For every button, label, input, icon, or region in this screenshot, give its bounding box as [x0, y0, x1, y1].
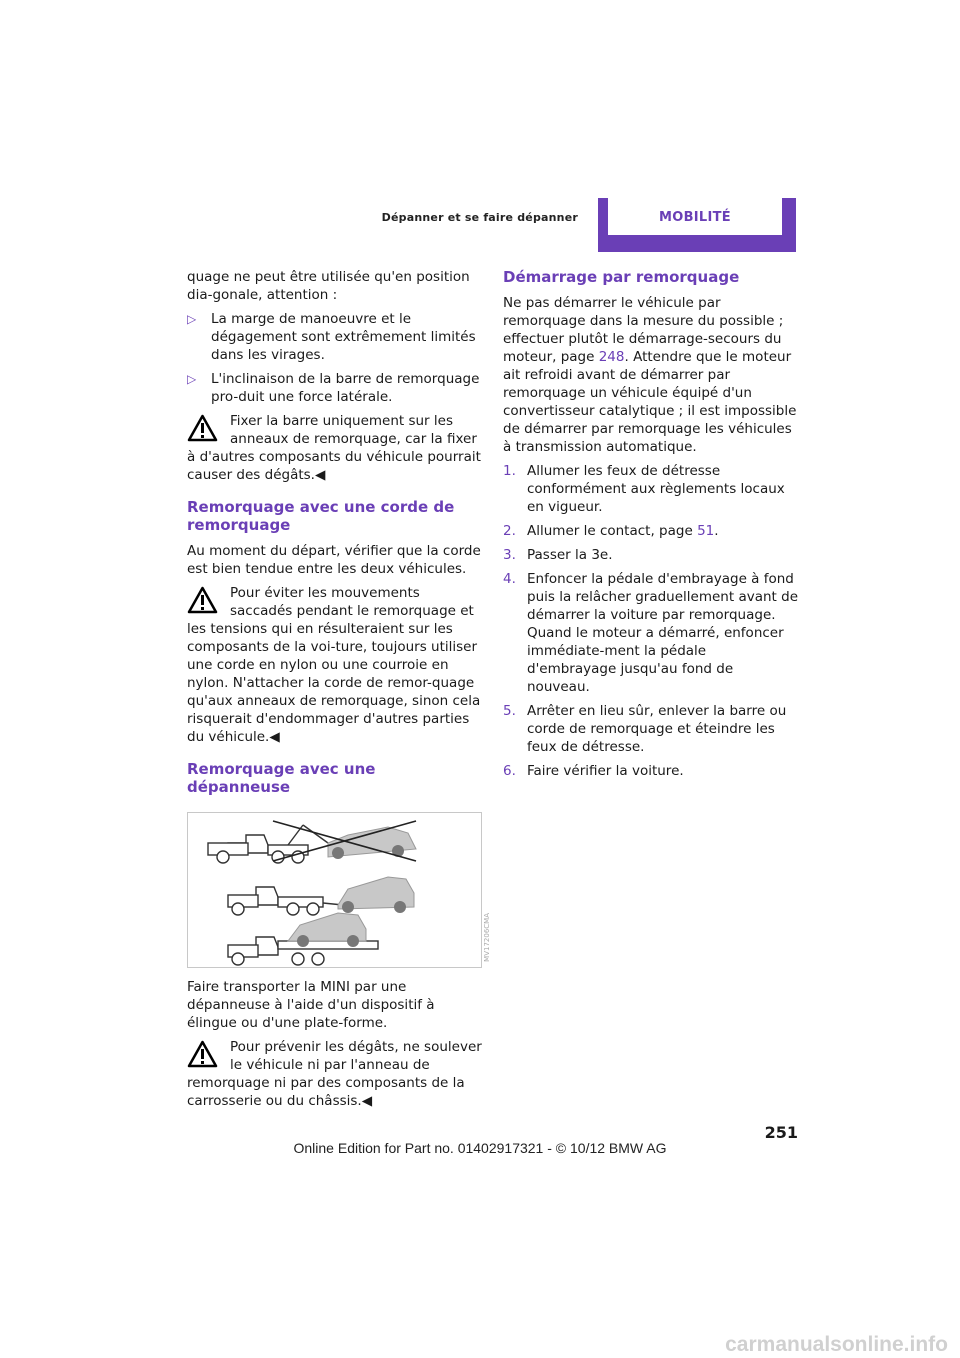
tow-truck-drawing: [188, 813, 483, 969]
list-item: ▷ L'inclinaison de la barre de remorquage pro-duit une force latérale.: [187, 371, 480, 405]
list-item: 3. Passer la 3e.: [503, 547, 613, 563]
page-link[interactable]: 248: [598, 349, 625, 365]
section-heading: Remorquage avec une dépanneuse: [187, 760, 376, 796]
page-number: 251: [764, 1123, 798, 1142]
warning-triangle-icon: [187, 586, 218, 614]
end-marker: ◀: [314, 467, 326, 483]
bullet-arrow-icon: ▷: [187, 372, 197, 386]
bullet-arrow-icon: ▷: [187, 312, 197, 326]
right-column: [503, 268, 798, 786]
list-item: 5. Arrêter en lieu sûr, enlever la barre ou corde de remorquage et éteindre les feux de détresse.: [503, 703, 787, 755]
left-column: [187, 268, 491, 1116]
watermark: carmanualsonline.info: [725, 1333, 948, 1356]
page-link[interactable]: 51: [697, 523, 715, 539]
intro-paragraph: quage ne peut être utilisée qu'en position dia-gonale, attention :: [187, 269, 470, 303]
section-title: Dépanner et se faire dépanner: [381, 211, 578, 224]
paragraph: Ne pas démarrer le véhicule par remorquage dans la mesure du possible ; effectuer plutôt le démarrage-secours du moteur, page 248. Attendre que le moteur ait refroidi avant de démarrer par remorquage un véhicule équipé d'un convertisseur catalytique ; il est impossible de démarrer par remorquage les véhicules à transmission automatique.: [503, 295, 797, 455]
warning-triangle-icon: [187, 414, 218, 442]
end-marker: ◀: [269, 729, 280, 745]
paragraph: Au moment du départ, vérifier que la corde est bien tendue entre les deux véhicules.: [187, 543, 481, 577]
footer-text: Online Edition for Part no. 01402917321 - © 10/12 BMW AG: [293, 1140, 667, 1156]
warning-note: Pour prévenir les dégâts, ne soulever le véhicule ni par l'anneau de remorquage ni par des composants de la carrosserie ou du châssis.◀: [187, 1039, 482, 1109]
towing-illustration: [187, 812, 491, 968]
list-item: 1. Allumer les feux de détresse conformément aux règlements locaux en vigueur.: [503, 463, 785, 515]
list-item: 2. Allumer le contact, page 51.: [503, 523, 719, 539]
section-heading: Remorquage avec une corde de remorquage: [187, 498, 455, 534]
list-item: ▷ La marge de manoeuvre et le dégagement sont extrêmement limités dans les virages.: [187, 311, 476, 363]
list-item: 6. Faire vérifier la voiture.: [503, 763, 684, 779]
figure-code: MV17206CMA: [483, 913, 491, 962]
paragraph: Faire transporter la MINI par une dépanneuse à l'aide d'un dispositif à élingue ou d'une plate-forme.: [187, 979, 435, 1031]
warning-note: Fixer la barre uniquement sur les anneaux de remorquage, car la fixer à d'autres composants du véhicule pourrait causer des dégâts.◀: [187, 413, 481, 483]
end-marker: ◀: [361, 1093, 373, 1109]
warning-triangle-icon: [187, 1040, 218, 1068]
chapter-tab-label: MOBILITÉ: [658, 210, 731, 225]
warning-note: Pour éviter les mouvements saccadés pendant le remorquage et les tensions qui en résulteraient sur les composants de la voi-ture, toujours utiliser une corde en nylon ou une courroie en nylon. N'attacher la corde de remor-quage qu'aux anneaux de remorquage, sinon cela risquerait d'endommager d'autres parties du véhicule.◀: [187, 585, 481, 745]
chapter-tab: [598, 198, 796, 252]
step-list: [503, 462, 798, 780]
section-heading: Démarrage par remorquage: [503, 268, 740, 286]
list-item: 4. Enfoncer la pédale d'embrayage à fond puis la relâcher graduellement avant de démarrer la voiture par remorquage. Quand le moteur a démarré, enfoncer immédiate-ment la pédale d'embrayage jusqu'au fond de nouveau.: [503, 571, 799, 695]
